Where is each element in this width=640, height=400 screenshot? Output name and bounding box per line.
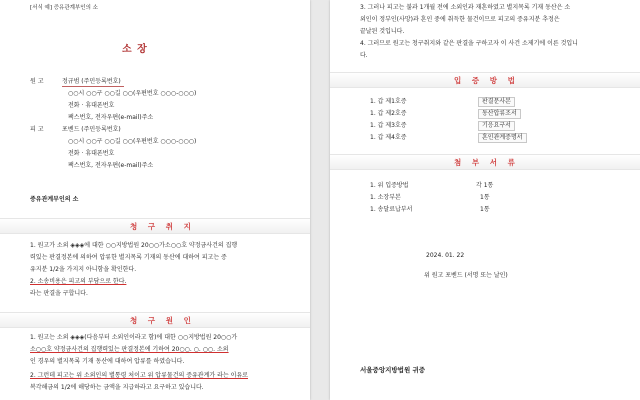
attachment-label: 1. 소장부본 — [370, 194, 401, 201]
evidence-label: 1. 갑 제4호증 — [370, 134, 407, 141]
claim-line: 1. 원고가 소외 ◈◈◈에 대한 ○○지방법원 20○○가소○○호 약정금사건의 집행 — [30, 242, 238, 249]
document-title: 소 장 — [122, 44, 148, 55]
claim-line: 2. 소송비용은 피고의 부담으로 한다. — [30, 278, 127, 285]
cause-line: 복각해금의 1/2에 해당하는 금액을 지급하라고 요구하고 있습니다. — [30, 384, 204, 391]
attachment-value: 1통 — [480, 194, 490, 201]
cause-line: 인 경우의 별지목록 기재 동산에 대하여 압류를 하였습니다. — [30, 358, 185, 365]
attachment-value: 각 1통 — [476, 182, 494, 189]
defendant-role: 피 고 — [30, 126, 44, 133]
defendant-fax: 팩스번호, 전자우편(e-mail)주소 — [68, 162, 154, 169]
cause-line: 소○○호 약정금사건의 집행력있는 판결정본에 기하여 20○○. ○. ○○. 소외 — [30, 346, 229, 353]
defendant-phone: 전화 · 휴대폰번호 — [68, 150, 115, 157]
plaintiff-phone: 전화 · 휴대폰번호 — [68, 102, 115, 109]
evidence-label: 1. 갑 제2호증 — [370, 110, 407, 117]
intro-line: 끝날된 것입니다. — [360, 28, 405, 35]
attachment-label: 1. 위 입증방법 — [370, 182, 409, 189]
plaintiff-role: 원 고 — [30, 78, 44, 85]
filing-date: 2024. 01. 22 — [426, 252, 465, 259]
court-name: 서울중앙지방법원 귀중 — [360, 366, 426, 374]
defendant-name: 포벤드 (주민등록번호) — [62, 126, 121, 133]
plaintiff-address: ○○시 ○○구 ○○길 ○○(우편번호 ○○○-○○○) — [68, 90, 197, 97]
signature-line: 위 원고 포벤드 (서명 또는 날인) — [424, 272, 508, 279]
evidence-value: 혼인관계증명서 — [478, 133, 527, 143]
intro-line: 3. 그러나 피고는 불과 1개월 전에 소외인과 재혼하였고 별지목록 기재 동산은 소 — [360, 4, 571, 11]
intro-line: 다. — [360, 52, 368, 59]
evidence-value: 판결문사본 — [478, 97, 515, 107]
form-label: [서식 예] 증유관계부인의 소 — [30, 5, 98, 11]
document-page-left[interactable] — [0, 0, 310, 400]
evidence-heading: 입 증 방 법 — [454, 76, 519, 85]
claim-line: 라는 판결을 구합니다. — [30, 290, 88, 297]
document-page-right[interactable] — [330, 0, 640, 400]
plaintiff-fax: 팩스번호, 전자우편(e-mail)주소 — [68, 114, 154, 121]
cause-line: 2. 그런데 피고는 위 소외인의 별통령 처이고 위 압류물건의 증유관계가 라는 이유로 — [30, 372, 248, 379]
case-title: 증유관계부인의 소 — [30, 196, 79, 203]
plaintiff-name: 정규범 (주민등록번호) — [62, 78, 121, 85]
defendant-address: ○○시 ○○구 ○○길 ○○(우편번호 ○○○-○○○) — [68, 138, 197, 145]
claim-heading: 청 구 취 지 — [130, 222, 195, 231]
attach-heading: 첨 부 서 류 — [454, 158, 519, 167]
claim-line: 력있는 판결정본에 의하여 압류한 별지목록 기재의 동산에 대하여 피고는 증 — [30, 254, 227, 261]
evidence-value: 동산압류조서 — [478, 109, 521, 119]
evidence-label: 1. 갑 제3호증 — [370, 122, 407, 129]
intro-line: 4. 그러므로 원고는 청구취지와 같은 판결을 구하고자 이 사건 소제기에 이른 것입니 — [360, 40, 578, 47]
cause-line: 1. 원고는 소외 ◈◈◈(다음부터 소외인이라고 함)에 대한 ○○지방법원 20○○가 — [30, 334, 238, 341]
cause-heading: 청 구 원 인 — [130, 316, 195, 325]
evidence-value: 기응요구서 — [478, 121, 515, 131]
claim-line: 유지분 1/2을 가지지 아니함을 확인한다. — [30, 266, 137, 273]
attachment-value: 1통 — [480, 206, 490, 213]
attachment-label: 1. 송달료납부서 — [370, 206, 413, 213]
evidence-label: 1. 갑 제1호증 — [370, 98, 407, 105]
intro-line: 외인이 정부인(사망)과 혼인 중에 취득한 물건이므로 피고의 증유지분 추정은 — [360, 16, 560, 23]
